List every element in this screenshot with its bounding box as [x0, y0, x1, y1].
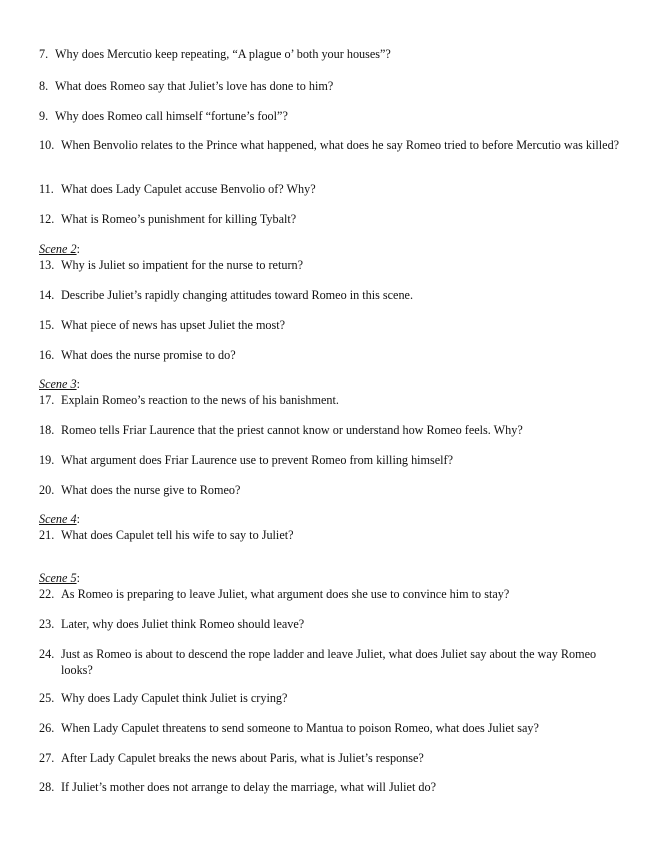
question-text: Later, why does Juliet think Romeo should leave? [61, 617, 305, 631]
scene-5-heading [39, 570, 80, 586]
question-9 [39, 108, 629, 124]
question-number: 10. [39, 138, 55, 152]
question-text: What piece of news has upset Juliet the most? [61, 318, 286, 332]
question-text: What does Romeo say that Juliet’s love has done to him? [55, 79, 334, 93]
question-text: What does Lady Capulet accuse Benvolio of? Why? [61, 182, 316, 196]
scene-3-heading [39, 376, 80, 392]
question-25 [39, 690, 629, 706]
question-text: When Benvolio relates to the Prince what happened, what does he say Romeo tried to before Mercutio was killed? [61, 138, 620, 152]
scene-label: Scene 2 [39, 242, 77, 256]
scene-2-heading [39, 241, 80, 257]
scene-colon: : [76, 512, 80, 526]
question-number: 7. [39, 47, 49, 61]
question-text: Describe Juliet’s rapidly changing attitudes toward Romeo in this scene. [61, 288, 414, 302]
question-text: Why is Juliet so impatient for the nurse to return? [61, 258, 304, 272]
scene-4-heading [39, 511, 80, 527]
question-number: 24. [39, 647, 55, 661]
question-15 [39, 317, 629, 333]
question-number: 8. [39, 79, 49, 93]
question-number: 18. [39, 423, 55, 437]
question-number: 22. [39, 587, 55, 601]
question-number: 17. [39, 393, 55, 407]
question-18 [39, 422, 629, 438]
scene-label: Scene 4 [39, 512, 77, 526]
question-number: 16. [39, 348, 55, 362]
question-number: 12. [39, 212, 55, 226]
question-number: 20. [39, 483, 55, 497]
question-text: Why does Mercutio keep repeating, “A plague o’ both your houses”? [55, 47, 391, 61]
question-number: 15. [39, 318, 55, 332]
question-number: 13. [39, 258, 55, 272]
question-7 [39, 46, 629, 62]
question-text: Why does Romeo call himself “fortune’s fool”? [55, 109, 288, 123]
question-12 [39, 211, 629, 227]
question-23 [39, 616, 629, 632]
question-number: 11. [39, 182, 54, 196]
question-text: Explain Romeo’s reaction to the news of his banishment. [61, 393, 339, 407]
question-number: 21. [39, 528, 55, 542]
question-20 [39, 482, 629, 498]
question-number: 9. [39, 109, 49, 123]
question-27 [39, 750, 629, 766]
question-11 [39, 181, 629, 197]
question-text: What is Romeo’s punishment for killing Tybalt? [61, 212, 297, 226]
scene-colon: : [76, 377, 80, 391]
question-text: When Lady Capulet threatens to send someone to Mantua to poison Romeo, what does Juliet say? [61, 721, 539, 735]
question-number: 25. [39, 691, 55, 705]
question-number: 28. [39, 780, 55, 794]
question-text: What does the nurse promise to do? [61, 348, 236, 362]
question-text: What does Capulet tell his wife to say to Juliet? [61, 528, 294, 542]
question-text: If Juliet’s mother does not arrange to delay the marriage, what will Juliet do? [61, 780, 436, 794]
scene-colon: : [76, 242, 80, 256]
question-number: 27. [39, 751, 55, 765]
question-text: After Lady Capulet breaks the news about Paris, what is Juliet’s response? [61, 751, 424, 765]
question-22 [39, 586, 629, 602]
question-10 [39, 137, 629, 153]
scene-label: Scene 3 [39, 377, 77, 391]
question-17 [39, 392, 629, 408]
question-14 [39, 287, 629, 303]
scene-colon: : [76, 571, 80, 585]
question-28 [39, 779, 629, 795]
scene-label: Scene 5 [39, 571, 77, 585]
question-text: What does the nurse give to Romeo? [61, 483, 241, 497]
question-text: Just as Romeo is about to descend the rope ladder and leave Juliet, what does Juliet say about the way Romeo looks? [61, 647, 597, 677]
question-16 [39, 347, 629, 363]
question-number: 23. [39, 617, 55, 631]
question-19 [39, 452, 629, 468]
question-number: 26. [39, 721, 55, 735]
question-number: 19. [39, 453, 55, 467]
question-8 [39, 78, 629, 94]
question-text: What argument does Friar Laurence use to prevent Romeo from killing himself? [61, 453, 454, 467]
question-24 [39, 646, 629, 678]
question-number: 14. [39, 288, 55, 302]
question-text: Romeo tells Friar Laurence that the priest cannot know or understand how Romeo feels. Why? [61, 423, 523, 437]
question-26 [39, 720, 629, 736]
question-13 [39, 257, 629, 273]
question-21 [39, 527, 629, 543]
question-text: Why does Lady Capulet think Juliet is crying? [61, 691, 288, 705]
question-text: As Romeo is preparing to leave Juliet, what argument does she use to convince him to stay? [61, 587, 510, 601]
